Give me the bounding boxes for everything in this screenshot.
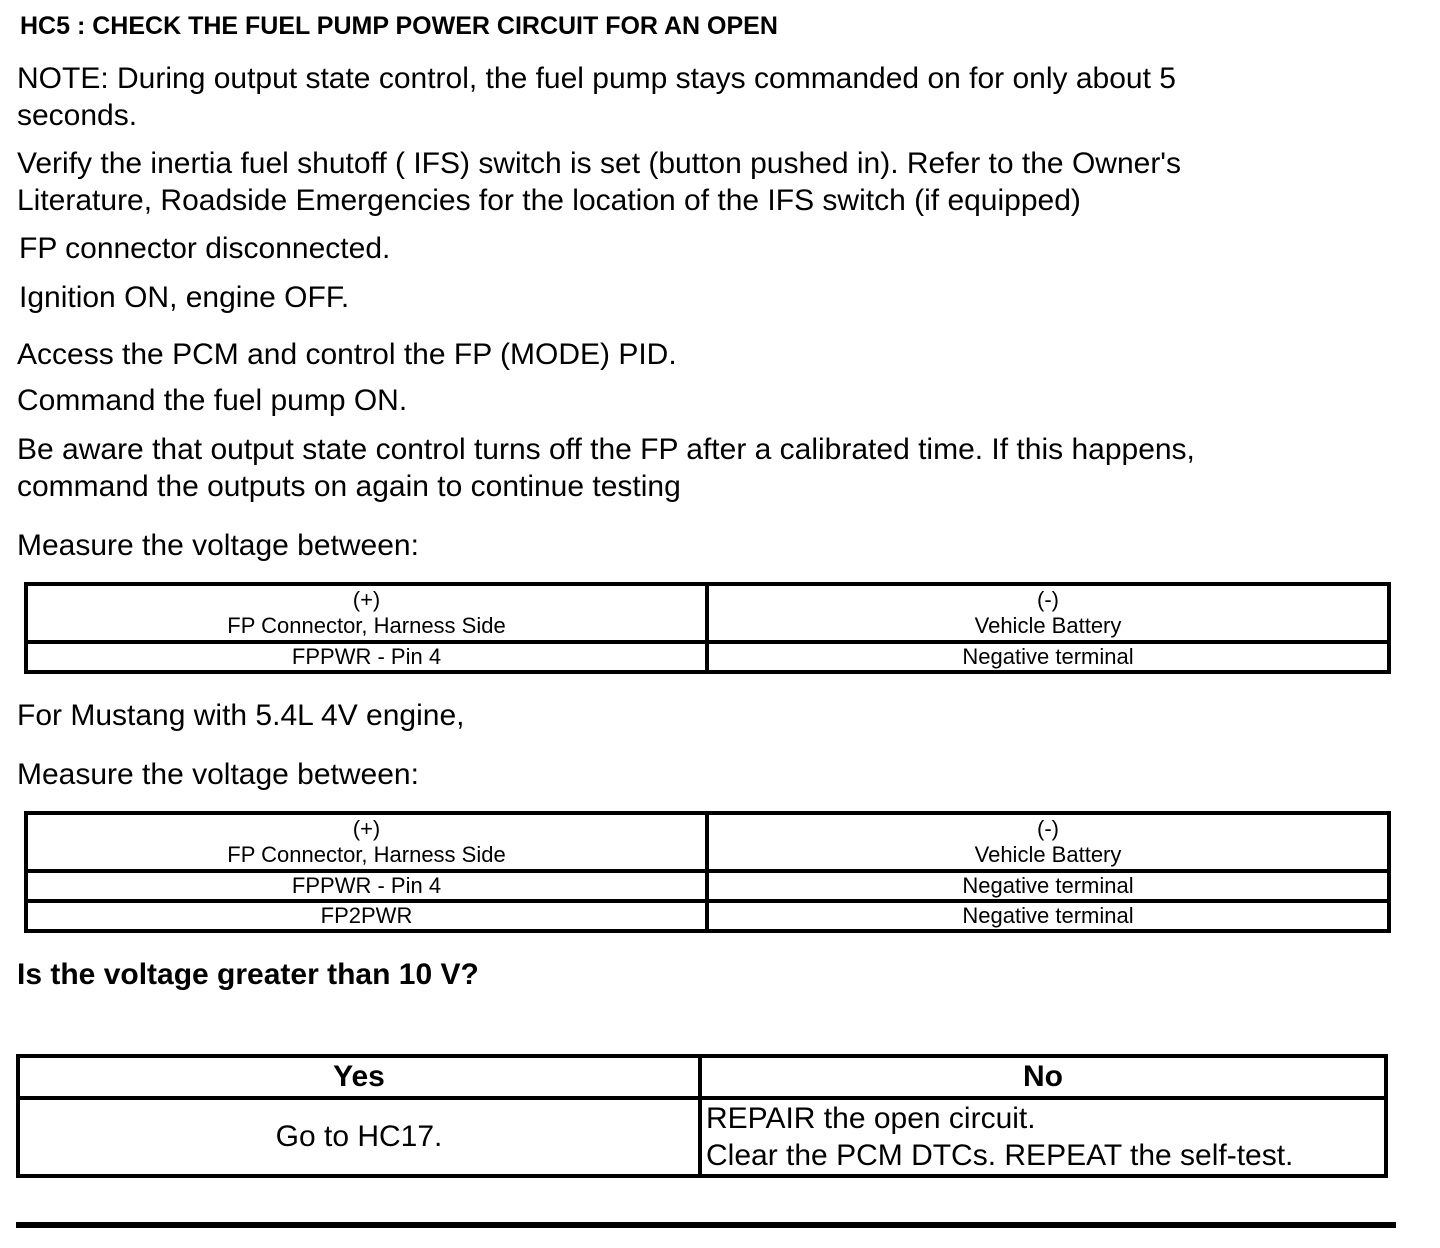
positive-header-cell (26, 813, 707, 871)
step-command: Command the fuel pump ON. (17, 384, 408, 417)
negative-header: Vehicle Battery (974, 842, 1122, 867)
measure-label-2: Measure the voltage between: (17, 758, 419, 791)
positive-header: FP Connector, Harness Side (227, 842, 506, 867)
negative-cell: Negative terminal (707, 642, 1389, 672)
verify-paragraph (17, 145, 1181, 219)
mustang-note: For Mustang with 5.4L 4V engine, (17, 699, 465, 732)
positive-cell: FPPWR - Pin 4 (26, 871, 707, 901)
table-header-row (26, 813, 1389, 871)
table-row (26, 901, 1389, 931)
no-action (700, 1098, 1386, 1176)
negative-symbol: (-) (1037, 816, 1059, 841)
positive-header-cell (26, 584, 707, 642)
table-row (26, 642, 1389, 672)
negative-header-cell (707, 584, 1389, 642)
page-title: HC5 : CHECK THE FUEL PUMP POWER CIRCUIT FOR AN OPEN (20, 12, 778, 40)
negative-header: Vehicle Battery (974, 613, 1122, 638)
no-action-line-2: Clear the PCM DTCs. REPEAT the self-test. (706, 1139, 1294, 1172)
step-access: Access the PCM and control the FP (MODE) PID. (17, 338, 677, 371)
yes-action: Go to HC17. (18, 1098, 700, 1176)
yes-header: Yes (18, 1056, 700, 1098)
negative-symbol: (-) (1037, 587, 1059, 612)
bottom-divider (16, 1222, 1396, 1228)
aware-line-2: command the outputs on again to continue testing (17, 470, 681, 503)
measurement-table-1 (24, 582, 1391, 674)
aware-line-1: Be aware that output state control turns off the FP after a calibrated time. If this happens, (17, 433, 1195, 466)
result-row (18, 1098, 1386, 1176)
table-row (26, 871, 1389, 901)
negative-header-cell (707, 813, 1389, 871)
aware-paragraph (17, 431, 1195, 505)
table-header-row (26, 584, 1389, 642)
no-header: No (700, 1056, 1386, 1098)
note-line-1: NOTE: During output state control, the fuel pump stays commanded on for only about 5 (17, 62, 1176, 95)
negative-cell: Negative terminal (707, 901, 1389, 931)
result-table (16, 1054, 1388, 1178)
positive-header: FP Connector, Harness Side (227, 613, 506, 638)
step-ignition: Ignition ON, engine OFF. (19, 281, 350, 314)
positive-cell: FP2PWR (26, 901, 707, 931)
measurement-table-2 (24, 811, 1391, 933)
question: Is the voltage greater than 10 V? (17, 958, 479, 991)
positive-symbol: (+) (352, 816, 381, 841)
note-line-2: seconds. (17, 99, 138, 132)
step-connector: FP connector disconnected. (19, 232, 391, 265)
no-action-line-1: REPAIR the open circuit. (706, 1102, 1036, 1135)
negative-cell: Negative terminal (707, 871, 1389, 901)
result-header-row (18, 1056, 1386, 1098)
measure-label-1: Measure the voltage between: (17, 529, 419, 562)
positive-symbol: (+) (352, 587, 381, 612)
note-paragraph (17, 60, 1176, 134)
verify-line-2: Literature, Roadside Emergencies for the location of the IFS switch (if equipped) (17, 184, 1081, 217)
positive-cell: FPPWR - Pin 4 (26, 642, 707, 672)
verify-line-1: Verify the inertia fuel shutoff ( IFS) switch is set (button pushed in). Refer to the Owner's (17, 147, 1182, 180)
